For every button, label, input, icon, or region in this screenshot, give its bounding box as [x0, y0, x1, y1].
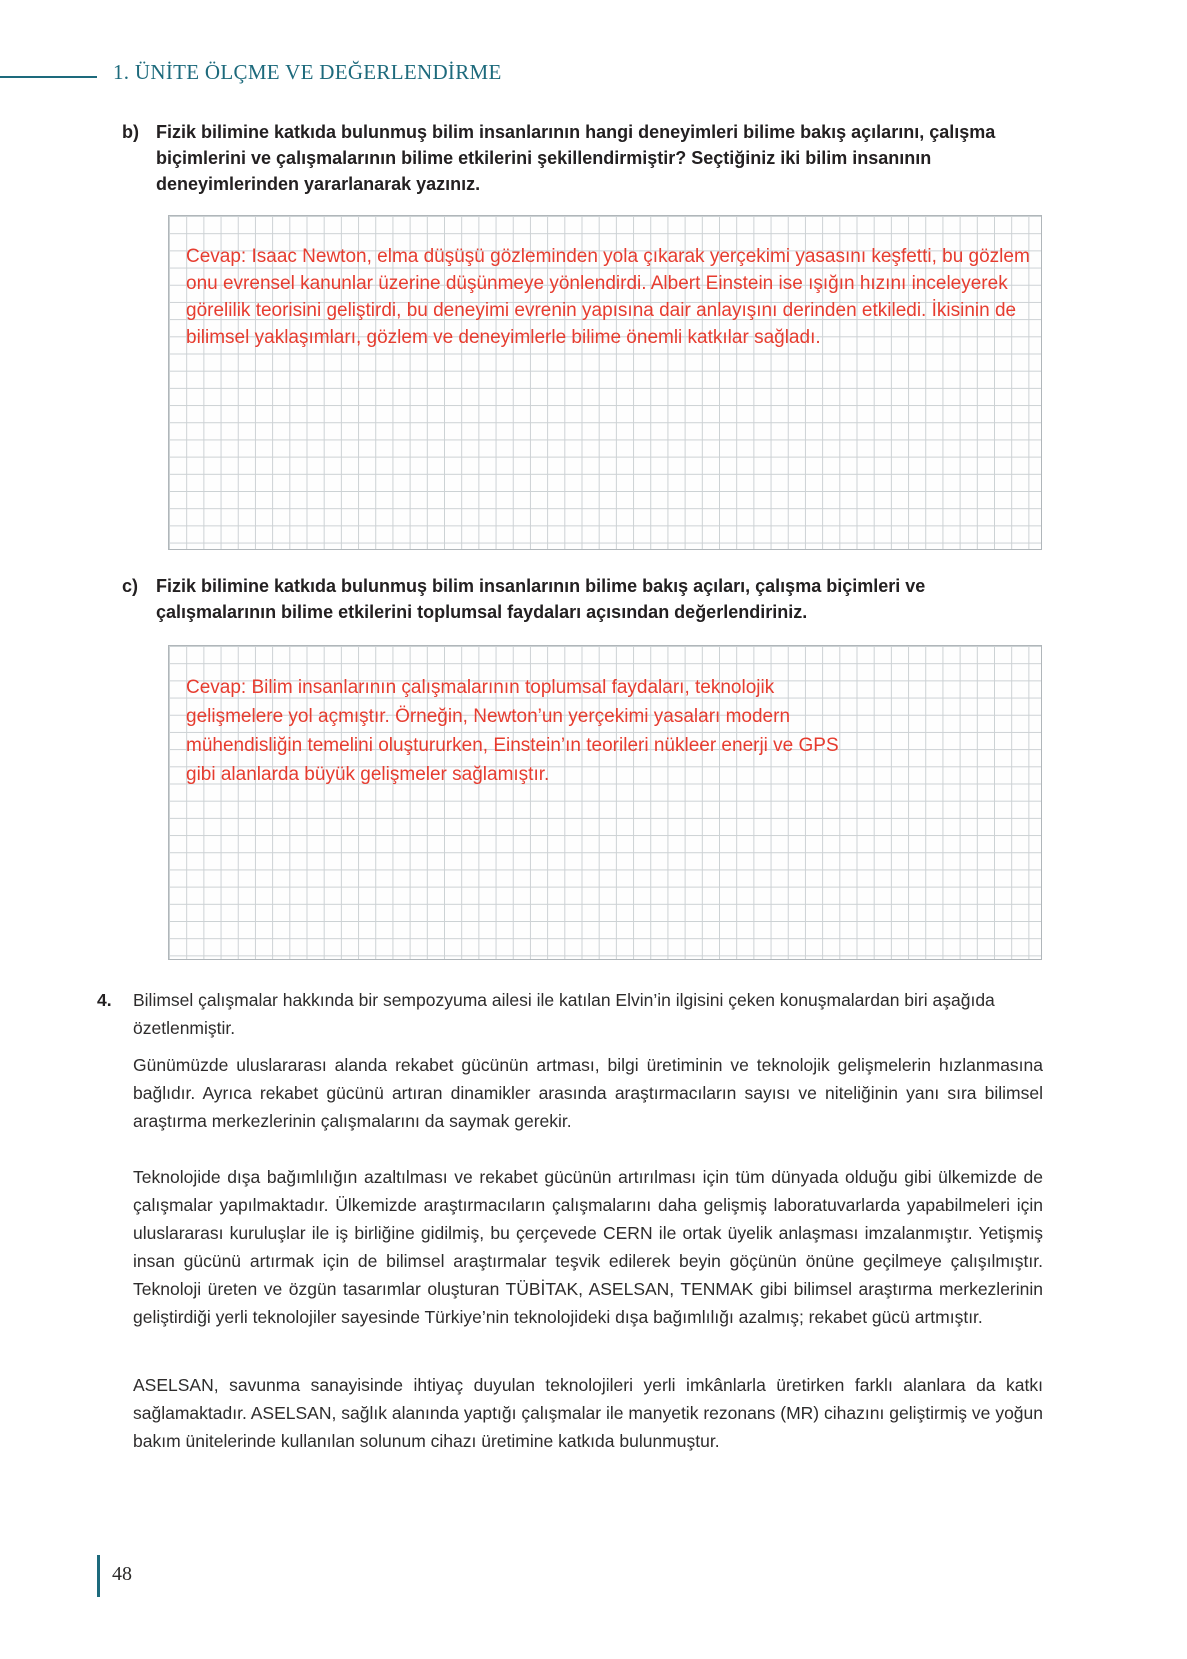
question-c	[122, 573, 1042, 625]
answer-b-line-4: bilimsel yaklaşımları, gözlem ve deneyimlerle bilime önemli katkılar sağladı.	[186, 327, 821, 348]
answer-c-line-2: gelişmelere yol açmıştır. Örneğin, Newton’un yerçekimi yasaları modern	[186, 706, 791, 727]
question-4-intro: Bilimsel çalışmalar hakkında bir sempozyuma ailesi ile katılan Elvin’in ilgisini çeken konuşmalardan biri aşağıda özetlenmiştir.	[133, 990, 995, 1038]
answer-b-text	[186, 243, 1030, 351]
question-b	[122, 119, 1042, 197]
question-b-label: b)	[122, 122, 139, 142]
question-c-label: c)	[122, 576, 139, 596]
answer-c-line-4: gibi alanlarda büyük gelişmeler sağlamıştır.	[186, 764, 550, 785]
question-4-paragraph-3: ASELSAN, savunma sanayisinde ihtiyaç duyulan teknolojileri yerli imkânlarla üretirken farklı alanlara da katkı sağlamaktadır. ASELSAN, sağlık alanında yaptığı çalışmalar ile manyetik rezonans (MR) cihazını geliştirmiş ve yoğun bakım ünitelerinde kullanılan solunum cihazı üretimine katkıda bulunmuştur.	[133, 1375, 1043, 1451]
page-number: 48	[112, 1563, 132, 1585]
question-4	[97, 986, 1042, 1042]
question-c-text: Fizik bilimine katkıda bulunmuş bilim insanlarının bilime bakış açıları, çalışma biçimleri ve çalışmalarının bilime etkilerini toplumsal faydaları açısından değerlendiriniz.	[156, 576, 926, 622]
unit-header-title: 1. ÜNİTE ÖLÇME VE DEĞERLENDİRME	[113, 60, 502, 84]
answer-c-line-1: Cevap: Bilim insanlarının çalışmalarının toplumsal faydaları, teknolojik	[186, 677, 775, 698]
question-4-paragraph-2: Teknolojide dışa bağımlılığın azaltılması ve rekabet gücünün artırılması için tüm dünyada olduğu gibi ülkemizde de çalışmalar yapılmaktadır. Ülkemizde araştırmacıların çalışmalarını daha gelişmiş laboratuvarlarda yapabilmeleri için uluslararası kuruluşlar ile iş birliğine gidilmiş, bu çerçevede CERN ile ortak üyelik anlaşması imzalanmıştır. Yetişmiş insan gücünü artırmak için de bilimsel araştırmalar teşvik edilerek beyin göçünün önüne geçilmeye çalışılmıştır. Teknoloji üreten ve özgün tasarımlar oluşturan TÜBİTAK, ASELSAN, TENMAK gibi bilimsel araştırma merkezlerinin geliştirdiği yerli teknolojiler sayesinde Türkiye’nin teknolojideki dışa bağımlılığı azalmış; rekabet gücü artmıştır.	[133, 1167, 1043, 1327]
question-4-label: 4.	[97, 990, 112, 1010]
answer-b-line-1: Cevap: Isaac Newton, elma düşüşü gözleminden yola çıkarak yerçekimi yasasını keşfetti, bu gözlem	[186, 246, 1030, 267]
answer-c-text	[186, 673, 839, 789]
answer-c-line-3: mühendisliğin temelini oluştururken, Einstein’ın teorileri nükleer enerji ve GPS	[186, 735, 839, 756]
header-rule	[0, 76, 97, 78]
question-4-paragraph-1: Günümüzde uluslararası alanda rekabet gücünün artması, bilgi üretiminin ve teknolojik gelişmelerin hızlanmasına bağlıdır. Ayrıca rekabet gücünü artıran dinamikler arasında araştırmacıların sayısı ve niteliğinin yanı sıra bilimsel araştırma merkezlerinin çalışmalarını da saymak gerekir.	[133, 1055, 1043, 1131]
page-number-rule	[97, 1555, 100, 1597]
answer-b-line-3: görelilik teorisini geliştirdi, bu deneyimi evrenin yapısına dair anlayışını derinden etkiledi. İkisinin de	[186, 300, 1017, 321]
answer-b-line-2: onu evrensel kanunlar üzerine düşünmeye yönlendirdi. Albert Einstein ise ışığın hızını inceleyerek	[186, 273, 1008, 294]
question-b-text: Fizik bilimine katkıda bulunmuş bilim insanlarının hangi deneyimleri bilime bakış açılarını, çalışma biçimlerini ve çalışmalarının bilime etkilerini şekillendirmiştir? Seçtiğiniz iki bilim insanının deneyimlerinden yararlanarak yazınız.	[156, 122, 996, 194]
